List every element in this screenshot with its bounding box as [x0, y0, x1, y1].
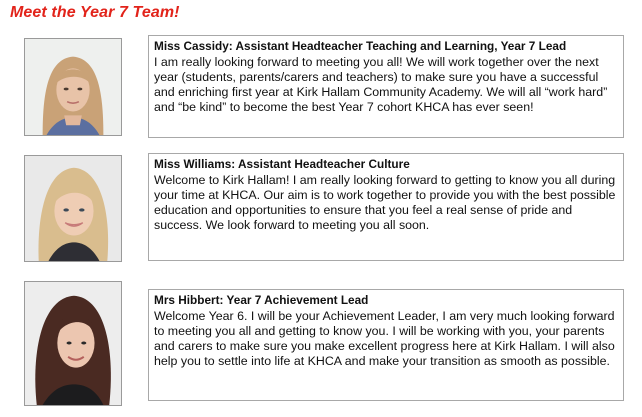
member-bio-text: I am really looking forward to meeting you all! We will work together over the next year (students, parents/carers and teachers) to make sure you have a successful and enriching first year at Kirk Hallam Community Academy. We will all “work hard” and “be kind” to become the best Year 7 cohort KHCA has ever seen!	[154, 55, 608, 114]
bio-box	[148, 153, 624, 261]
member-bio-text: Welcome Year 6. I will be your Achievement Leader, I am very much looking forward to meeting you all and getting to know you. I will be working with you, your parents and carers to make sure you make excellent progress here at Kirk Hallam. I will also help you to settle into life at KHCA and make your transition as smooth as possible.	[154, 309, 615, 368]
member-heading: Mrs Hibbert: Year 7 Achievement Lead	[154, 293, 369, 307]
member-heading: Miss Cassidy: Assistant Headteacher Teaching and Learning, Year 7 Lead	[154, 39, 567, 53]
staff-photo	[24, 155, 122, 262]
portrait-image	[25, 156, 121, 261]
portrait-image	[25, 282, 121, 405]
staff-photo	[24, 38, 122, 136]
staff-photo	[24, 281, 122, 406]
member-heading: Miss Williams: Assistant Headteacher Culture	[154, 157, 410, 171]
bio-box	[148, 289, 624, 401]
page-title: Meet the Year 7 Team!	[10, 4, 180, 21]
portrait-image	[25, 39, 121, 135]
bio-box	[148, 35, 624, 138]
member-bio-text: Welcome to Kirk Hallam! I am really looking forward to getting to know you all during your time at KHCA. Our aim is to work together to provide you with the best possible education and opportunities to ensure that you feel a real sense of pride and success. We look forward to meeting you all soon.	[154, 173, 616, 232]
